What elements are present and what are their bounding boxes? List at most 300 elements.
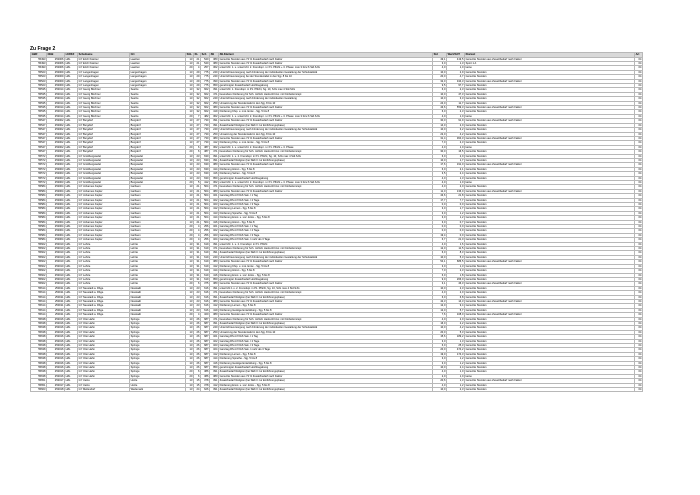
table-cell: Unterrichtsversorgung bei der Stundentafel in den Sjg. 8 bis 10	[219, 75, 433, 79]
table-cell: Zusatzbedarf Religion (bei SEK II zur Einführungsphase)	[219, 295, 433, 299]
table-cell: genehmigter Zusatzbedarf Hochbegabung	[219, 366, 433, 370]
table-row	[31, 388, 643, 392]
table-cell: GY Langenhagen	[78, 79, 130, 83]
table-cell: 31	[194, 269, 201, 273]
table-cell: 04	[635, 176, 643, 180]
table-cell: 55584	[31, 194, 47, 198]
table-cell: 20	[186, 370, 194, 374]
table-cell: 253002	[47, 123, 65, 127]
table-cell: HZL	[65, 348, 78, 352]
table-cell: 253016	[47, 348, 65, 352]
table-cell: HZL	[65, 225, 78, 229]
table-cell: 6	[194, 145, 201, 149]
table-cell: Genutzte Stunden	[465, 366, 635, 370]
table-cell: 55638	[31, 352, 47, 356]
table-cell: Genutzte Stunden aus 72 % Zusatzbedarf nach Faktor	[219, 57, 433, 61]
table-cell: Burgwedel	[130, 163, 186, 167]
table-cell: HZL	[65, 273, 78, 277]
table-cell: Genutzte Stunden	[465, 207, 635, 211]
table-cell: 322	[210, 229, 219, 233]
table-cell: 616	[201, 308, 210, 312]
table-cell: 04	[635, 185, 643, 189]
table-cell: 55547	[31, 141, 47, 145]
table-cell: GY Burgdorf	[78, 132, 130, 136]
table-cell: 0,0	[447, 225, 465, 229]
table-cell: 04	[635, 229, 643, 233]
table-cell: Springe	[130, 352, 186, 356]
table-cell: 626	[201, 388, 210, 392]
table-cell: 6,8	[447, 295, 465, 299]
table-cell: 6,0	[433, 251, 447, 255]
table-cell: Unterrichtsversorgung nach Förderung der individuellen Gestaltung	[219, 97, 433, 101]
table-cell: GY Lehrte	[78, 282, 130, 286]
table-cell: 380	[210, 299, 219, 303]
table-cell: 1,0	[447, 145, 465, 149]
table-cell: 0,0	[447, 203, 465, 207]
table-cell: 04	[635, 269, 643, 273]
table-cell: Ganztag RS-GY/IGS Sek. I 1 Tag	[219, 335, 433, 339]
table-cell: Garbsen	[130, 229, 186, 233]
table-cell: Lehrte	[130, 273, 186, 277]
table-cell: 13	[186, 163, 194, 167]
table-cell: 240	[210, 128, 219, 132]
table-cell: Ganztag RS-GY/IGS Sek. I mehr als 3 Tage	[219, 348, 433, 352]
table-cell: 31	[194, 264, 201, 268]
table-cell: 04	[635, 242, 643, 246]
table-cell: 323	[210, 203, 219, 207]
table-cell: 04	[635, 106, 643, 110]
table-cell: 04	[635, 207, 643, 211]
table-cell: Ganztag RS-GY/IGS Sek. I 3 Tage	[219, 203, 433, 207]
table-cell: 775	[201, 84, 210, 88]
table-cell: 412	[210, 304, 219, 308]
table-cell: 253010	[47, 273, 65, 277]
table-cell: 687	[201, 330, 210, 334]
table-cell: 2,3	[447, 286, 465, 290]
table-cell: 324	[210, 348, 219, 352]
table-cell: Genutzte Stunden	[465, 88, 635, 92]
table-cell: Genutzte Stunden aus Zusatzbedarf nach Faktor	[465, 189, 635, 193]
table-cell: Langenhagen	[130, 84, 186, 88]
table-cell: 26	[194, 348, 201, 352]
table-cell: 391	[210, 370, 219, 374]
table-cell: 12,0	[433, 247, 447, 251]
table-cell: 619	[201, 247, 210, 251]
table-cell: Springe	[130, 330, 186, 334]
table-cell: 04	[635, 238, 643, 242]
table-cell: HZL	[65, 326, 78, 330]
table-cell: 322	[210, 339, 219, 343]
table-cell: 253016	[47, 352, 65, 356]
table-cell: 630	[201, 163, 210, 167]
table-cell: 2,0	[433, 374, 447, 378]
table-cell: Genutzte Stunden	[465, 154, 635, 158]
table-cell: 27	[194, 119, 201, 123]
table-cell: 950	[210, 277, 219, 281]
table-cell: 322	[210, 198, 219, 202]
table-cell: 2,4	[447, 172, 465, 176]
table-cell: 23	[194, 176, 201, 180]
table-cell: 10,0	[433, 70, 447, 74]
table-cell: 391	[210, 242, 219, 246]
table-cell: HZL	[65, 339, 78, 343]
table-cell: HZL	[65, 286, 78, 290]
table-cell: 13	[186, 304, 194, 308]
table-cell: Genutzte Stunden	[465, 233, 635, 237]
table-cell: 23	[194, 154, 201, 158]
table-cell: 4,0	[433, 291, 447, 295]
table-cell: 21	[194, 198, 201, 202]
table-cell: Genutzte Stunden aus 72 % Zusatzbedarf nach Faktor	[219, 106, 433, 110]
table-cell: 253003	[47, 154, 65, 158]
table-cell: 471	[210, 291, 219, 295]
table-cell: 04	[635, 79, 643, 83]
table-cell: Genutzte Stunden aus Zusatzbedarf nach Faktor	[465, 106, 635, 110]
table-cell: 04	[635, 198, 643, 202]
table-cell: 619	[201, 260, 210, 264]
table-cell: unterricht: 1. u. unterricht: 2. Fremdspr. i.n P1. Pflicht + 3. Phase	[219, 145, 433, 149]
table-cell: Genutzte Stunden aus 72 % Zusatzbedarf nach Faktor	[219, 282, 433, 286]
table-cell: Springe	[130, 374, 186, 378]
table-cell: 20	[186, 66, 194, 70]
table-cell: HZL	[65, 370, 78, 374]
column-header: GBR	[31, 53, 47, 58]
table-cell: Genutzte Stunden	[465, 352, 635, 356]
table-cell: 21,8	[447, 194, 465, 198]
column-header: KL	[194, 53, 201, 58]
table-cell: 6	[194, 282, 201, 286]
table-cell: 730	[201, 132, 210, 136]
table-cell: HZL	[65, 242, 78, 246]
table-cell: 1,3	[447, 339, 465, 343]
table-cell: 04	[635, 154, 643, 158]
table-cell: 21	[194, 194, 201, 198]
table-cell: 413	[210, 211, 219, 215]
table-cell: 26	[194, 366, 201, 370]
table-cell: HZL	[65, 229, 78, 233]
table-cell: HZL	[65, 282, 78, 286]
table-cell: unterricht: 1. u. unterricht: 2. Fremdspr. i.n P1. Pflicht + 3. Phase: max 3 bzw 6 Std.SJG	[219, 180, 433, 184]
column-header: Ort	[130, 53, 186, 58]
table-cell: GY Lehrte	[78, 269, 130, 273]
table-cell: 253018	[47, 388, 65, 392]
table-cell: Ganztag RS-GY/IGS Sek. I 3 Tage	[219, 344, 433, 348]
table-cell: 55638	[31, 344, 47, 348]
table-cell: Genutzte Stunden aus Zusatzbedarf nach Faktor	[465, 379, 635, 383]
table-cell: GY Georg Büchner	[78, 88, 130, 92]
table-cell: 04	[635, 84, 643, 88]
table-cell: Garbsen	[130, 207, 186, 211]
table-cell: 55535	[31, 110, 47, 114]
table-cell: Genutzte Stunden	[465, 242, 635, 246]
table-cell: 4,2	[447, 132, 465, 136]
table-cell: 13	[186, 158, 194, 162]
table-cell: 5,7	[447, 308, 465, 312]
table-cell: 17,6	[433, 163, 447, 167]
table-cell: 19,4	[433, 233, 447, 237]
table-cell: 26	[194, 326, 201, 330]
table-cell: 471	[210, 92, 219, 96]
table-cell: 55602	[31, 273, 47, 277]
table-cell: 630	[201, 172, 210, 176]
table-cell: 13	[186, 299, 194, 303]
table-cell: 04	[635, 211, 643, 215]
table-cell: 416	[210, 361, 219, 365]
table-cell: 253009	[47, 79, 65, 83]
table-cell: Genutzte Stunden	[465, 273, 635, 277]
table-cell: Förderung Geistige Entwicklung - Sjg. 5 bis 8	[219, 361, 433, 365]
table-cell: 13	[186, 123, 194, 127]
table-cell: 12,0	[433, 308, 447, 312]
table-cell: GY Burgdorf	[78, 136, 130, 140]
table-cell: Genutzte Stunden	[465, 383, 635, 387]
table-cell: 253002	[47, 150, 65, 154]
table-cell: 55614	[31, 304, 47, 308]
table-cell: Genutzte Stunden aus 72 % Zusatzbedarf nach Faktor	[219, 79, 433, 83]
table-cell: 253004	[47, 233, 65, 237]
table-cell: 253004	[47, 194, 65, 198]
table-cell: HZL	[65, 189, 78, 193]
table-cell: 256	[201, 238, 210, 242]
table-cell: HZL	[65, 70, 78, 74]
table-cell: 55602	[31, 255, 47, 259]
table-cell: 55584	[31, 238, 47, 242]
table-cell: Burgwedel	[130, 176, 186, 180]
table-cell: Burgwedel	[130, 154, 186, 158]
table-cell: Genutzte Stunden aus 72 % Zusatzbedarf nach Faktor	[219, 299, 433, 303]
table-cell: 13	[186, 321, 194, 325]
table-cell: HZL	[65, 172, 78, 176]
table-cell: 31	[194, 255, 201, 259]
table-cell: 540	[201, 62, 210, 66]
spreadsheet	[30, 46, 642, 392]
table-cell: HZL	[65, 79, 78, 83]
table-cell: Unterrichtsversorgung nach Förderung der individuellen Gestaltung der Schulstatistik	[219, 70, 433, 74]
table-cell: unterricht: 1. u. unterricht: 2. Fremdspr. i.n P1. Pflicht + 3. Phase: max 3 bzw 6 Std.SJG	[219, 114, 433, 118]
table-cell: 23	[194, 308, 201, 312]
table-cell: Neustadt	[130, 304, 186, 308]
table-cell: 0,0	[433, 203, 447, 207]
table-cell: 55602	[31, 242, 47, 246]
table-cell: 474,2	[447, 348, 465, 352]
table-cell: GY Großburgwedel	[78, 180, 130, 184]
table-cell: 13	[186, 251, 194, 255]
table-cell: 55584	[31, 207, 47, 211]
table-cell: Lehrte	[130, 282, 186, 286]
table-cell: 13	[186, 255, 194, 259]
table-cell: 1,2	[447, 216, 465, 220]
table-cell: 1,2	[447, 211, 465, 215]
table-cell: 21	[194, 62, 201, 66]
table-cell: 16,5	[447, 150, 465, 154]
table-cell: 20	[186, 282, 194, 286]
table-cell: 390	[210, 79, 219, 83]
table-cell: 04	[635, 167, 643, 171]
table-cell: 23	[194, 295, 201, 299]
table-cell: 662	[201, 110, 210, 114]
table-cell: 55523	[31, 79, 47, 83]
table-cell: Springe	[130, 326, 186, 330]
table-cell: 391	[210, 158, 219, 162]
table-cell: 11,5	[447, 247, 465, 251]
table-cell: HZL	[65, 361, 78, 365]
table-cell: 20,0	[433, 75, 447, 79]
table-cell: 378	[201, 379, 210, 383]
table-cell: Burgdorf	[130, 128, 186, 132]
table-cell: HZL	[65, 141, 78, 145]
table-cell: 13	[186, 286, 194, 290]
table-cell: GY Langenhagen	[78, 84, 130, 88]
table-cell: 55584	[31, 229, 47, 233]
table-cell: 42,3	[433, 299, 447, 303]
table-cell: 471	[210, 247, 219, 251]
table-cell: 391	[210, 286, 219, 290]
table-body	[31, 57, 643, 392]
table-cell: 55602	[31, 251, 47, 255]
table-cell: Genutzte Stunden aus Zusatzbedarf nach Faktor	[465, 79, 635, 83]
table-cell: HZL	[65, 211, 78, 215]
table-cell: Genutzte Stunden	[465, 128, 635, 132]
table-cell: 344,3	[447, 79, 465, 83]
table-cell: 27	[194, 136, 201, 140]
table-cell: 3,0	[433, 207, 447, 211]
table-cell: 730	[201, 141, 210, 145]
table-cell: Genutzte Stunden aus 72 % Zusatzbedarf nach Faktor	[219, 374, 433, 378]
table-cell: Ganztag RS-GY/IGS Sek. I 1 Tag	[219, 225, 433, 229]
table-cell: 47,3	[447, 92, 465, 96]
table-cell: GY Burgdorf	[78, 145, 130, 149]
table-cell: HZL	[65, 163, 78, 167]
table-cell: 55547	[31, 145, 47, 149]
table-cell: Förderung Emot. u. soz. Entw. - Sjg. 5 bis 8	[219, 383, 433, 387]
table-cell: 43,6	[433, 106, 447, 110]
table-cell: 04	[635, 366, 643, 370]
table-cell: Lehrte	[130, 277, 186, 281]
table-cell: 13	[186, 167, 194, 171]
table-cell: GY Johannes Kepler	[78, 216, 130, 220]
table-cell: 31	[194, 260, 201, 264]
table-cell: HZL	[65, 366, 78, 370]
table-cell: 391	[210, 123, 219, 127]
table-cell: 416	[210, 273, 219, 277]
table-cell: 13	[186, 203, 194, 207]
table-cell: 4,0	[433, 114, 447, 118]
table-cell: 504	[201, 194, 210, 198]
table-cell: HZL	[65, 255, 78, 259]
table-cell: 24	[194, 388, 201, 392]
table-cell: 253002	[47, 128, 65, 132]
table-cell: 256	[201, 229, 210, 233]
table-cell: HZL	[65, 335, 78, 339]
table-cell: GY Otto Hahn	[78, 352, 130, 356]
table-cell: 253004	[47, 211, 65, 215]
table-cell: genehmigter Zusatzbedarf Hochbegabung	[219, 277, 433, 281]
table-cell: 55584	[31, 225, 47, 229]
table-cell: 04	[635, 150, 643, 154]
table-cell: 412	[201, 180, 210, 184]
table-cell: 253016	[47, 370, 65, 374]
table-cell: Laatzen	[130, 62, 186, 66]
table-cell: genehmigter Zusatzbedarf Hochbegabung	[219, 176, 433, 180]
table-cell: 253011	[47, 304, 65, 308]
table-cell: 55572	[31, 154, 47, 158]
column-header: ZB	[210, 53, 219, 58]
table-cell: 4,0	[433, 66, 447, 70]
table-cell: Burgdorf	[130, 119, 186, 123]
table-cell: 04	[635, 374, 643, 378]
table-cell: 13	[186, 330, 194, 334]
table-cell: 55584	[31, 185, 47, 189]
table-cell: 55572	[31, 158, 47, 162]
table-cell: unterricht: 1. u. unterricht: 2. Fremdspr. i.n P1. Pflicht + 3. Phase: max 3 bzw 6 Std.SJG	[219, 66, 433, 70]
column-header: NGB	[47, 53, 65, 58]
table-cell: HZL	[65, 247, 78, 251]
table-cell: 416	[210, 172, 219, 176]
table-cell: Umsetzung der Stundentafel in den Sjg. 8 bis 10	[219, 330, 433, 334]
table-cell: 6,0	[433, 295, 447, 299]
table-cell: Seelze	[130, 92, 186, 96]
table-cell: Springe	[130, 357, 186, 361]
table-cell: Genutzte Stunden	[465, 216, 635, 220]
table-cell: 04	[635, 216, 643, 220]
table-cell: 9,4	[447, 304, 465, 308]
table-cell: Unterrichtsversorgung nach Förderung der individuellen Gestaltung der Schulstatistik	[219, 128, 433, 132]
table-cell: Seelze	[130, 88, 186, 92]
table-cell: GY Johannes Kepler	[78, 211, 130, 215]
table-cell: 4,7	[447, 75, 465, 79]
table-cell: Uetze	[130, 383, 186, 387]
table-cell: 3,0	[433, 357, 447, 361]
table-cell: Genutzte Stunden	[465, 304, 635, 308]
table-cell: 13	[186, 88, 194, 92]
table-cell: 55584	[31, 220, 47, 224]
table-cell: GY Georg Büchner	[78, 110, 130, 114]
table-cell: 5,3	[447, 255, 465, 259]
table-cell: 4,0	[433, 317, 447, 321]
table-cell: 04	[635, 136, 643, 140]
table-cell: 4,0	[433, 370, 447, 374]
table-cell: Springe	[130, 361, 186, 365]
table-cell: 253009	[47, 70, 65, 74]
table-cell: 13	[186, 277, 194, 281]
table-cell: 253016	[47, 330, 65, 334]
table-cell: 630	[201, 158, 210, 162]
table-cell: 504	[201, 198, 210, 202]
table-cell: 616	[201, 299, 210, 303]
table-cell: Genutzte Stunden aus 72 % Zusatzbedarf nach Faktor	[219, 313, 433, 317]
table-cell: GY Otto Hahn	[78, 330, 130, 334]
table-cell: Genutzte Stunden	[465, 357, 635, 361]
table-cell: HZL	[65, 158, 78, 162]
table-cell: 253011	[47, 308, 65, 312]
table-cell: 29	[194, 70, 201, 74]
table-cell: GY Johannes Kepler	[78, 225, 130, 229]
table-cell: 13	[186, 141, 194, 145]
table-cell: 686,5	[447, 260, 465, 264]
table-cell: 10,0	[433, 97, 447, 101]
table-cell: Genutzte Stunden aus 72 % Zusatzbedarf nach Faktor	[219, 62, 433, 66]
table-cell: 13	[186, 194, 194, 198]
table-cell: Genutzte Stunden	[465, 198, 635, 202]
column-header: Sch	[201, 53, 210, 58]
table-cell: GY Johannes Kepler	[78, 233, 130, 237]
table-cell: 55572	[31, 180, 47, 184]
table-cell: Lehrte	[130, 264, 186, 268]
table-cell: Seelze	[130, 106, 186, 110]
table-cell: 04	[635, 339, 643, 343]
table-cell: 10,0	[433, 388, 447, 392]
table-cell: Garbsen	[130, 220, 186, 224]
